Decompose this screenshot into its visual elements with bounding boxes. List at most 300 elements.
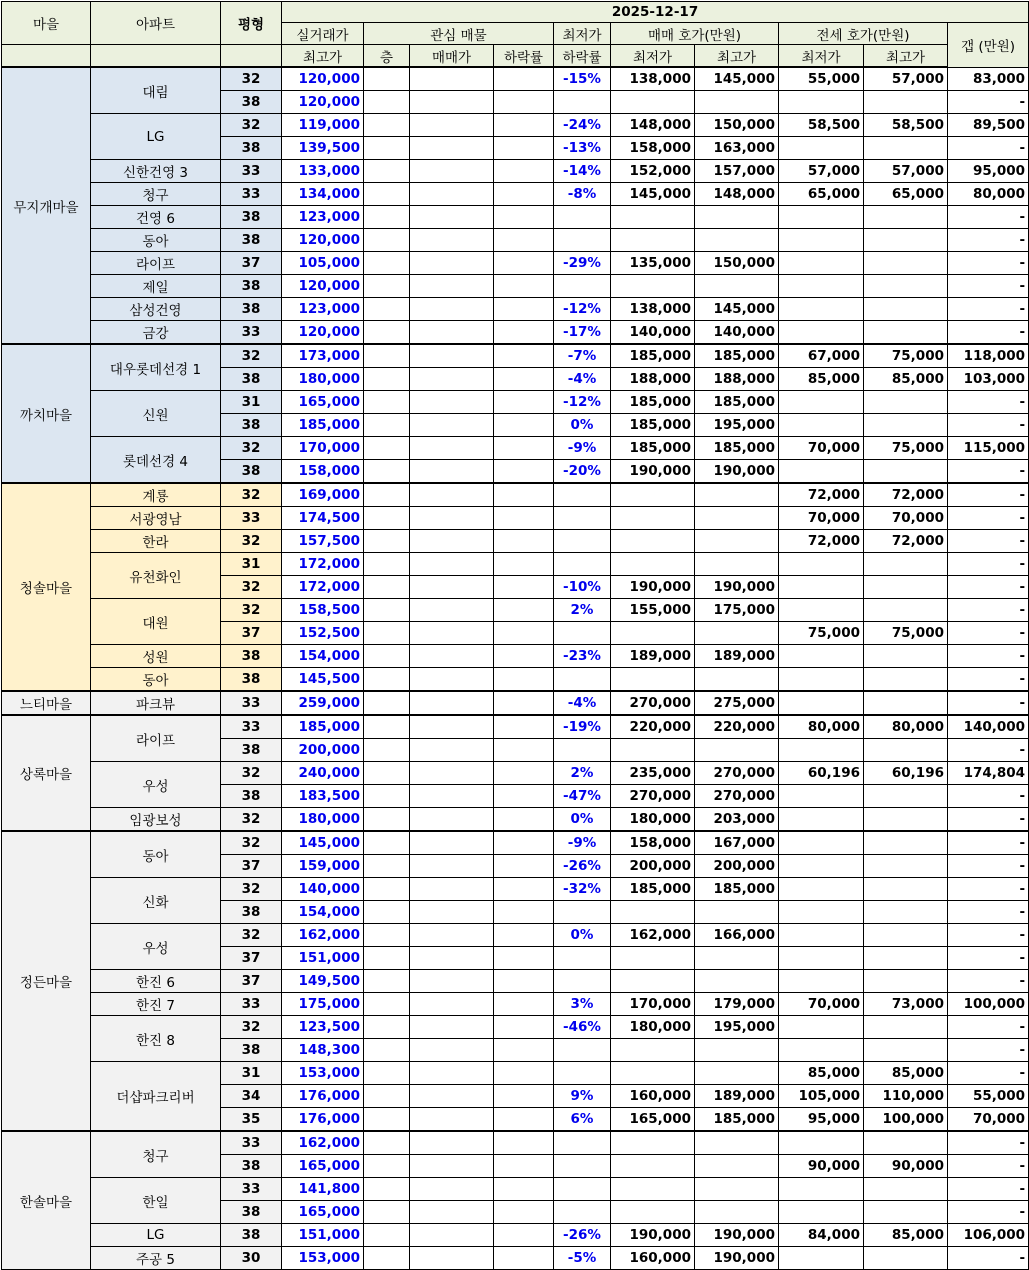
floor-cell — [364, 483, 410, 507]
table-row — [2, 808, 1029, 832]
gap-cell: - — [948, 391, 1029, 414]
sale-min-cell: 180,000 — [611, 808, 695, 832]
actual-max-cell: 145,500 — [282, 668, 364, 692]
jeonse-max-cell: 100,000 — [864, 1108, 948, 1132]
header-sale-quote: 매매 호가(만원) — [611, 23, 779, 45]
gap-cell: - — [948, 599, 1029, 622]
drop-rate-cell — [494, 391, 554, 414]
table-row — [2, 67, 1029, 91]
pyeong-cell: 38 — [221, 1224, 282, 1247]
floor-cell — [364, 855, 410, 878]
jeonse-max-cell — [864, 739, 948, 762]
actual-max-cell: 123,000 — [282, 298, 364, 321]
jeonse-max-cell — [864, 576, 948, 599]
floor-cell — [364, 1201, 410, 1224]
jeonse-min-cell — [779, 924, 864, 947]
apartment-cell: 라이프 — [91, 252, 221, 275]
lowest-drop-cell — [554, 622, 611, 645]
jeonse-min-cell: 72,000 — [779, 483, 864, 507]
gap-cell: - — [948, 275, 1029, 298]
jeonse-min-cell: 90,000 — [779, 1155, 864, 1178]
drop-rate-cell — [494, 1085, 554, 1108]
floor-cell — [364, 298, 410, 321]
sale-price-cell — [410, 183, 494, 206]
table-header — [2, 2, 1029, 68]
sale-max-cell: 189,000 — [695, 1085, 779, 1108]
lowest-drop-cell: -46% — [554, 1016, 611, 1039]
jeonse-min-cell — [779, 785, 864, 808]
jeonse-max-cell — [864, 785, 948, 808]
sale-max-cell — [695, 530, 779, 553]
actual-max-cell: 157,500 — [282, 530, 364, 553]
drop-rate-cell — [494, 321, 554, 345]
actual-max-cell: 165,000 — [282, 1155, 364, 1178]
jeonse-min-cell — [779, 878, 864, 901]
lowest-drop-cell: -5% — [554, 1247, 611, 1270]
jeonse-max-cell — [864, 970, 948, 993]
header-village: 마을 — [2, 2, 91, 45]
gap-cell: - — [948, 1155, 1029, 1178]
floor-cell — [364, 993, 410, 1016]
floor-cell — [364, 739, 410, 762]
gap-cell: - — [948, 691, 1029, 715]
jeonse-max-cell: 60,196 — [864, 762, 948, 785]
sale-price-cell — [410, 1062, 494, 1085]
drop-rate-cell — [494, 691, 554, 715]
sale-min-cell — [611, 530, 695, 553]
sale-max-cell — [695, 739, 779, 762]
jeonse-min-cell: 57,000 — [779, 160, 864, 183]
sale-max-cell — [695, 91, 779, 114]
drop-rate-cell — [494, 715, 554, 739]
sale-min-cell: 152,000 — [611, 160, 695, 183]
sale-min-cell: 158,000 — [611, 137, 695, 160]
lowest-drop-cell — [554, 1201, 611, 1224]
pyeong-cell: 38 — [221, 1201, 282, 1224]
pyeong-cell: 33 — [221, 1131, 282, 1155]
sale-min-cell: 158,000 — [611, 831, 695, 855]
drop-rate-cell — [494, 762, 554, 785]
actual-max-cell: 183,500 — [282, 785, 364, 808]
sale-min-cell: 140,000 — [611, 321, 695, 345]
sale-max-cell — [695, 229, 779, 252]
jeonse-min-cell — [779, 1131, 864, 1155]
sale-min-cell: 190,000 — [611, 576, 695, 599]
jeonse-min-cell: 65,000 — [779, 183, 864, 206]
lowest-drop-cell — [554, 668, 611, 692]
jeonse-min-cell — [779, 739, 864, 762]
sale-min-cell — [611, 483, 695, 507]
drop-rate-cell — [494, 91, 554, 114]
apartment-cell: 임광보성 — [91, 808, 221, 832]
sale-min-cell — [611, 91, 695, 114]
drop-rate-cell — [494, 229, 554, 252]
drop-rate-cell — [494, 831, 554, 855]
jeonse-max-cell — [864, 924, 948, 947]
drop-rate-cell — [494, 645, 554, 668]
sale-min-cell: 165,000 — [611, 1108, 695, 1132]
gap-cell: - — [948, 878, 1029, 901]
jeonse-min-cell — [779, 645, 864, 668]
village-cell: 느티마을 — [2, 691, 91, 715]
sale-max-cell: 190,000 — [695, 460, 779, 484]
actual-max-cell: 139,500 — [282, 137, 364, 160]
sale-price-cell — [410, 1224, 494, 1247]
lowest-drop-cell — [554, 507, 611, 530]
jeonse-max-cell — [864, 1039, 948, 1062]
actual-max-cell: 200,000 — [282, 739, 364, 762]
table-row — [2, 252, 1029, 275]
drop-rate-cell — [494, 414, 554, 437]
sale-price-cell — [410, 229, 494, 252]
jeonse-max-cell: 110,000 — [864, 1085, 948, 1108]
gap-cell: - — [948, 576, 1029, 599]
jeonse-max-cell — [864, 947, 948, 970]
sale-max-cell — [695, 206, 779, 229]
drop-rate-cell — [494, 1201, 554, 1224]
gap-cell: - — [948, 483, 1029, 507]
sale-price-cell — [410, 785, 494, 808]
sale-price-cell — [410, 507, 494, 530]
lowest-drop-cell — [554, 91, 611, 114]
drop-rate-cell — [494, 808, 554, 832]
sale-price-cell — [410, 668, 494, 692]
gap-cell: - — [948, 1131, 1029, 1155]
sale-min-cell: 188,000 — [611, 368, 695, 391]
actual-max-cell: 185,000 — [282, 715, 364, 739]
jeonse-min-cell — [779, 1247, 864, 1270]
jeonse-max-cell — [864, 691, 948, 715]
sale-min-cell — [611, 668, 695, 692]
apartment-cell: 우성 — [91, 762, 221, 808]
sale-min-cell: 185,000 — [611, 391, 695, 414]
lowest-drop-cell: -29% — [554, 252, 611, 275]
jeonse-min-cell: 55,000 — [779, 67, 864, 91]
drop-rate-cell — [494, 275, 554, 298]
lowest-drop-cell: -32% — [554, 878, 611, 901]
sale-min-cell: 170,000 — [611, 993, 695, 1016]
floor-cell — [364, 275, 410, 298]
floor-cell — [364, 668, 410, 692]
sale-min-cell — [611, 553, 695, 576]
gap-cell: 70,000 — [948, 1108, 1029, 1132]
floor-cell — [364, 206, 410, 229]
sale-min-cell: 185,000 — [611, 437, 695, 460]
floor-cell — [364, 1247, 410, 1270]
jeonse-min-cell — [779, 460, 864, 484]
drop-rate-cell — [494, 1224, 554, 1247]
jeonse-min-cell — [779, 808, 864, 832]
sale-price-cell — [410, 414, 494, 437]
drop-rate-cell — [494, 993, 554, 1016]
sale-min-cell: 190,000 — [611, 1224, 695, 1247]
apartment-cell: 동아 — [91, 229, 221, 252]
apartment-cell: 성원 — [91, 645, 221, 668]
floor-cell — [364, 1155, 410, 1178]
floor-cell — [364, 160, 410, 183]
gap-cell: - — [948, 206, 1029, 229]
sale-max-cell: 148,000 — [695, 183, 779, 206]
apartment-cell: 금강 — [91, 321, 221, 345]
sale-max-cell: 185,000 — [695, 878, 779, 901]
drop-rate-cell — [494, 1062, 554, 1085]
sale-min-cell: 220,000 — [611, 715, 695, 739]
pyeong-cell: 32 — [221, 924, 282, 947]
lowest-drop-cell: -20% — [554, 460, 611, 484]
drop-rate-cell — [494, 785, 554, 808]
jeonse-max-cell: 73,000 — [864, 993, 948, 1016]
floor-cell — [364, 460, 410, 484]
floor-cell — [364, 114, 410, 137]
sale-max-cell: 185,000 — [695, 1108, 779, 1132]
jeonse-min-cell — [779, 1016, 864, 1039]
apartment-cell: 한진 8 — [91, 1016, 221, 1062]
header-actual-max: 최고가 — [282, 45, 364, 68]
pyeong-cell: 33 — [221, 1178, 282, 1201]
gap-cell: - — [948, 668, 1029, 692]
drop-rate-cell — [494, 1016, 554, 1039]
jeonse-max-cell — [864, 298, 948, 321]
table-row — [2, 993, 1029, 1016]
floor-cell — [364, 878, 410, 901]
sale-min-cell: 155,000 — [611, 599, 695, 622]
header-lowest: 최저가 — [554, 23, 611, 45]
pyeong-cell: 33 — [221, 993, 282, 1016]
actual-max-cell: 141,800 — [282, 1178, 364, 1201]
jeonse-max-cell — [864, 878, 948, 901]
apartment-cell: 한진 6 — [91, 970, 221, 993]
jeonse-min-cell — [779, 947, 864, 970]
sale-max-cell: 185,000 — [695, 344, 779, 368]
jeonse-min-cell — [779, 855, 864, 878]
drop-rate-cell — [494, 507, 554, 530]
apartment-cell: 동아 — [91, 668, 221, 692]
jeonse-max-cell — [864, 808, 948, 832]
sale-price-cell — [410, 831, 494, 855]
drop-rate-cell — [494, 878, 554, 901]
drop-rate-cell — [494, 137, 554, 160]
jeonse-max-cell — [864, 460, 948, 484]
sale-min-cell — [611, 622, 695, 645]
jeonse-min-cell — [779, 1039, 864, 1062]
sale-price-cell — [410, 622, 494, 645]
lowest-drop-cell — [554, 1062, 611, 1085]
table-row — [2, 1016, 1029, 1039]
pyeong-cell: 31 — [221, 553, 282, 576]
jeonse-max-cell — [864, 901, 948, 924]
floor-cell — [364, 391, 410, 414]
sale-min-cell: 138,000 — [611, 67, 695, 91]
drop-rate-cell — [494, 206, 554, 229]
pyeong-cell: 31 — [221, 391, 282, 414]
floor-cell — [364, 947, 410, 970]
drop-rate-cell — [494, 553, 554, 576]
sale-max-cell: 150,000 — [695, 252, 779, 275]
village-cell: 까치마을 — [2, 344, 91, 483]
actual-max-cell: 240,000 — [282, 762, 364, 785]
actual-max-cell: 105,000 — [282, 252, 364, 275]
header-date: 2025-12-17 — [282, 2, 1029, 23]
lowest-drop-cell: -12% — [554, 298, 611, 321]
pyeong-cell: 38 — [221, 206, 282, 229]
village-cell: 한솔마을 — [2, 1131, 91, 1270]
drop-rate-cell — [494, 599, 554, 622]
sale-price-cell — [410, 114, 494, 137]
sale-price-cell — [410, 530, 494, 553]
floor-cell — [364, 808, 410, 832]
drop-rate-cell — [494, 970, 554, 993]
sale-min-cell — [611, 206, 695, 229]
lowest-drop-cell — [554, 970, 611, 993]
sale-max-cell — [695, 1178, 779, 1201]
drop-rate-cell — [494, 1108, 554, 1132]
gap-cell: - — [948, 970, 1029, 993]
sale-min-cell: 145,000 — [611, 183, 695, 206]
pyeong-cell: 35 — [221, 1108, 282, 1132]
actual-max-cell: 148,300 — [282, 1039, 364, 1062]
actual-max-cell: 165,000 — [282, 391, 364, 414]
pyeong-cell: 32 — [221, 344, 282, 368]
sale-max-cell: 220,000 — [695, 715, 779, 739]
sale-max-cell — [695, 668, 779, 692]
gap-cell: - — [948, 507, 1029, 530]
apartment-cell: 롯데선경 4 — [91, 437, 221, 484]
drop-rate-cell — [494, 160, 554, 183]
sale-max-cell: 185,000 — [695, 437, 779, 460]
apartment-cell: 제일 — [91, 275, 221, 298]
table-row — [2, 762, 1029, 785]
floor-cell — [364, 414, 410, 437]
header-sale-min: 최저가 — [611, 45, 695, 68]
lowest-drop-cell: -7% — [554, 344, 611, 368]
pyeong-cell: 32 — [221, 437, 282, 460]
gap-cell: - — [948, 298, 1029, 321]
table-row — [2, 1247, 1029, 1270]
gap-cell: 89,500 — [948, 114, 1029, 137]
lowest-drop-cell — [554, 947, 611, 970]
pyeong-cell: 38 — [221, 229, 282, 252]
floor-cell — [364, 91, 410, 114]
lowest-drop-cell: -4% — [554, 691, 611, 715]
gap-cell: - — [948, 553, 1029, 576]
sale-max-cell: 145,000 — [695, 67, 779, 91]
jeonse-min-cell: 70,000 — [779, 437, 864, 460]
jeonse-min-cell: 75,000 — [779, 622, 864, 645]
jeonse-max-cell: 85,000 — [864, 1062, 948, 1085]
sale-max-cell: 275,000 — [695, 691, 779, 715]
gap-cell: - — [948, 530, 1029, 553]
gap-cell: 106,000 — [948, 1224, 1029, 1247]
table-row — [2, 553, 1029, 576]
sale-min-cell — [611, 1062, 695, 1085]
sale-max-cell: 150,000 — [695, 114, 779, 137]
sale-min-cell — [611, 1201, 695, 1224]
jeonse-min-cell: 70,000 — [779, 993, 864, 1016]
table-row — [2, 298, 1029, 321]
pyeong-cell: 37 — [221, 252, 282, 275]
sale-price-cell — [410, 576, 494, 599]
floor-cell — [364, 437, 410, 460]
sale-price-cell — [410, 739, 494, 762]
sale-min-cell: 189,000 — [611, 645, 695, 668]
jeonse-min-cell: 84,000 — [779, 1224, 864, 1247]
gap-cell: - — [948, 1247, 1029, 1270]
lowest-drop-cell: 9% — [554, 1085, 611, 1108]
jeonse-max-cell: 75,000 — [864, 344, 948, 368]
gap-cell: - — [948, 924, 1029, 947]
gap-cell: 140,000 — [948, 715, 1029, 739]
sale-min-cell — [611, 947, 695, 970]
gap-cell: 115,000 — [948, 437, 1029, 460]
actual-max-cell: 120,000 — [282, 67, 364, 91]
sale-min-cell — [611, 1039, 695, 1062]
gap-cell: - — [948, 831, 1029, 855]
jeonse-max-cell — [864, 599, 948, 622]
table-row — [2, 970, 1029, 993]
table-row — [2, 437, 1029, 460]
floor-cell — [364, 530, 410, 553]
gap-cell: - — [948, 1039, 1029, 1062]
sale-max-cell: 195,000 — [695, 1016, 779, 1039]
lowest-drop-cell: -26% — [554, 855, 611, 878]
gap-cell: - — [948, 947, 1029, 970]
sale-min-cell — [611, 1178, 695, 1201]
table-row — [2, 715, 1029, 739]
sale-max-cell: 189,000 — [695, 645, 779, 668]
sale-min-cell: 185,000 — [611, 414, 695, 437]
gap-cell: - — [948, 901, 1029, 924]
jeonse-max-cell — [864, 668, 948, 692]
gap-cell: 80,000 — [948, 183, 1029, 206]
table-row — [2, 668, 1029, 692]
table-row — [2, 1224, 1029, 1247]
jeonse-max-cell — [864, 1016, 948, 1039]
table-row — [2, 507, 1029, 530]
floor-cell — [364, 599, 410, 622]
pyeong-cell: 32 — [221, 114, 282, 137]
gap-cell: - — [948, 645, 1029, 668]
floor-cell — [364, 67, 410, 91]
floor-cell — [364, 1178, 410, 1201]
sale-max-cell — [695, 553, 779, 576]
gap-cell: - — [948, 1178, 1029, 1201]
actual-max-cell: 185,000 — [282, 414, 364, 437]
sale-min-cell — [611, 507, 695, 530]
apartment-cell: 파크뷰 — [91, 691, 221, 715]
sale-max-cell: 157,000 — [695, 160, 779, 183]
actual-max-cell: 174,500 — [282, 507, 364, 530]
lowest-drop-cell: -47% — [554, 785, 611, 808]
pyeong-cell: 30 — [221, 1247, 282, 1270]
apartment-cell: LG — [91, 1224, 221, 1247]
pyeong-cell: 33 — [221, 691, 282, 715]
sale-price-cell — [410, 460, 494, 484]
lowest-drop-cell: -4% — [554, 368, 611, 391]
floor-cell — [364, 622, 410, 645]
drop-rate-cell — [494, 1155, 554, 1178]
apartment-cell: 주공 5 — [91, 1247, 221, 1270]
sale-min-cell: 185,000 — [611, 344, 695, 368]
gap-cell: 100,000 — [948, 993, 1029, 1016]
pyeong-cell: 38 — [221, 368, 282, 391]
jeonse-min-cell — [779, 599, 864, 622]
table-body — [2, 67, 1029, 1270]
gap-cell: 95,000 — [948, 160, 1029, 183]
jeonse-max-cell — [864, 206, 948, 229]
lowest-drop-cell: 2% — [554, 599, 611, 622]
drop-rate-cell — [494, 947, 554, 970]
floor-cell — [364, 576, 410, 599]
